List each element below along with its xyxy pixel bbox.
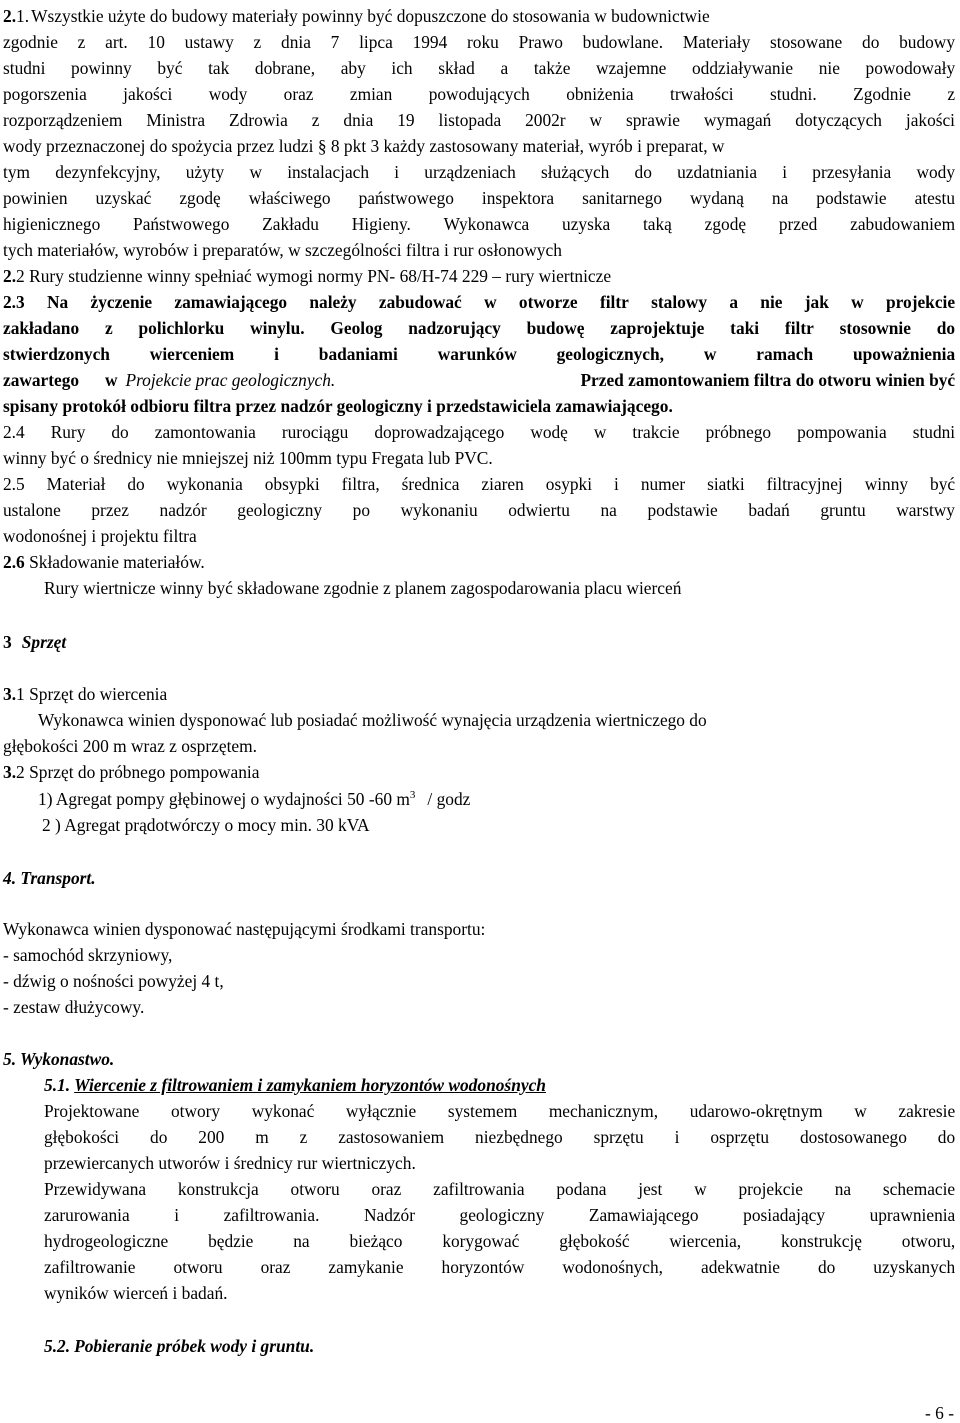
para-2-3-line-1: 2.3 Na życzenie zamawiającego należy zabudować w otworze filtr stalowy a nie jak w projekcie: [3, 292, 956, 312]
para-2-1-line-1: 2.1. Wszystkie użyte do budowy materiały powinny być dopuszczone do stosowania w budownictwie: [3, 6, 710, 26]
para-5-1-line-7: zafiltrowanie otworu oraz zamykanie horyzontów wodonośnych, adekwatnie do uzyskanych: [44, 1257, 956, 1277]
para-2-1-line-8: powinien uzyskać zgodę właściwego państwowego inspektora sanitarnego wydaną na podstawie atestu: [3, 188, 956, 208]
section-3-heading: 3 Sprzęt: [3, 632, 67, 652]
para-2-3-line-4: zawartego w Projekcie prac geologicznych. Przed zamontowaniem filtra do otworu winien być: [3, 370, 956, 390]
para-3-1-line-1: Wykonawca winien dysponować lub posiadać możliwość wynajęcia urządzenia wiertniczego do: [38, 710, 707, 730]
para-2-1-line-2: zgodnie z art. 10 ustawy z dnia 7 lipca 1994 roku Prawo budowlane. Materiały stosowane do budowy: [3, 32, 956, 52]
para-4-line-1: Wykonawca winien dysponować następującymi środkami transportu:: [3, 919, 486, 939]
para-2-1-line-7: tym dezynfekcyjny, użyty w instalacjach i urządzeniach służących do uzdatniania i przesyłania wody: [3, 162, 956, 182]
section-5-heading: 5. Wykonastwo.: [3, 1049, 115, 1069]
para-5-1-line-5: zarurowania i zafiltrowania. Nadzór geologiczny Zamawiającego posiadający uprawnienia: [44, 1205, 956, 1225]
para-3-2-item-1: 1) Agregat pompy głębinowej o wydajności 50 -60 $m^3$ / godz: [38, 789, 471, 809]
para-2-1-line-10: tych materiałów, wyrobów i preparatów, w szczególności filtra i rur osłonowych: [3, 240, 562, 260]
para-2-3-line-2: zakładano z polichlorku winylu. Geolog nadzorujący budowę zaprojektuje taki filtr stosownie do: [3, 318, 956, 338]
section-sign-icon: §: [317, 136, 327, 156]
para-3-2-heading: 3.2 Sprzęt do próbnego pompowania: [3, 762, 260, 782]
para-2-6-heading: 2.6 Składowanie materiałów.: [3, 552, 205, 572]
para-2-1-line-4: pogorszenia jakości wody oraz zmian powodujących obniżenia trwałości studni. Zgodnie z: [3, 84, 956, 104]
para-2-1-line-9: higienicznego Państwowego Zakładu Higieny. Wykonawca uzyska taką zgodę przed zabudowaniem: [3, 214, 956, 234]
para-5-1-heading: 5.1. Wiercenie z filtrowaniem i zamykaniem horyzontów wodonośnych: [44, 1075, 546, 1095]
para-2-5-line-3: wodonośnej i projektu filtra: [3, 526, 197, 546]
section-4-heading: 4. Transport.: [3, 868, 96, 888]
para-2-1-line-5: rozporządzeniem Ministra Zdrowia z dnia 19 listopada 2002r w sprawie wymagań dotyczących jakości: [3, 110, 956, 130]
para-4-item-1: - samochód skrzyniowy,: [3, 945, 173, 965]
para-5-1-line-2: głębokości do 200 m z zastosowaniem niezbędnego sprzętu i osprzętu dostosowanego do: [44, 1127, 956, 1147]
para-2-1-line-3: studni powinny być tak dobrane, aby ich skład a także wzajemne oddziaływanie nie powodowały: [3, 58, 956, 78]
para-2-3-line-3: stwierdzonych wierceniem i badaniami warunków geologicznych, w ramach upoważnienia: [3, 344, 956, 364]
page-number: - 6 -: [925, 1403, 954, 1423]
para-5-1-line-8: wyników wierceń i badań.: [44, 1283, 228, 1303]
para-3-1-line-2: głębokości 200 m wraz z osprzętem.: [3, 736, 258, 756]
para-3-1-heading: 3.1 Sprzęt do wiercenia: [3, 684, 168, 704]
para-5-1-line-4: Przewidywana konstrukcja otworu oraz zafiltrowania podana jest w projekcie na schemacie: [44, 1179, 956, 1199]
para-2-5-line-2: ustalone przez nadzór geologiczny po wykonaniu odwiertu na podstawie badań gruntu warstwy: [3, 500, 955, 520]
para-4-item-3: - zestaw dłużycowy.: [3, 997, 145, 1017]
para-5-2-heading: 5.2. Pobieranie próbek wody i gruntu.: [44, 1336, 315, 1356]
para-5-1-line-6: hydrogeologiczne będzie na bieżąco korygować głębokość wiercenia, konstrukcję otworu,: [44, 1231, 956, 1251]
para-4-item-2: - dźwig o nośności powyżej 4 t,: [3, 971, 224, 991]
para-2-3-line-5: spisany protokół odbioru filtra przez nadzór geologiczny i przedstawiciela zamawiającego.: [3, 396, 673, 416]
para-5-1-line-3: przewiercanych utworów i średnicy rur wiertniczych.: [44, 1153, 416, 1173]
para-2-6-text: Rury wiertnicze winny być składowane zgodnie z planem zagospodarowania placu wierceń: [44, 578, 682, 598]
para-2-2: 2.2 Rury studzienne winny spełniać wymogi normy PN- 68/H-74 229 – rury wiertnicze: [3, 266, 612, 286]
para-2-5-line-1: 2.5 Materiał do wykonania obsypki filtra, średnica ziaren osypki i numer siatki filtracyjnej winny być: [3, 474, 956, 494]
para-2-4-line-1: 2.4 Rury do zamontowania rurociągu doprowadzającego wodę w trakcie próbnego pompowania studni: [3, 422, 956, 442]
para-2-1-line-6: wody przeznaczonej do spożycia przez ludzi § 8 pkt 3 każdy zastosowany materiał, wyrób i preparat, w: [3, 136, 725, 156]
para-5-1-line-1: Projektowane otwory wykonać wyłącznie systemem mechanicznym, udarowo-okrętnym w zakresie: [44, 1101, 956, 1121]
para-3-2-item-2: 2 ) Agregat prądotwórczy o mocy min. 30 kVA: [42, 815, 370, 835]
para-2-4-line-2: winny być o średnicy nie mniejszej niż 100mm typu Fregata lub PVC.: [3, 448, 493, 468]
